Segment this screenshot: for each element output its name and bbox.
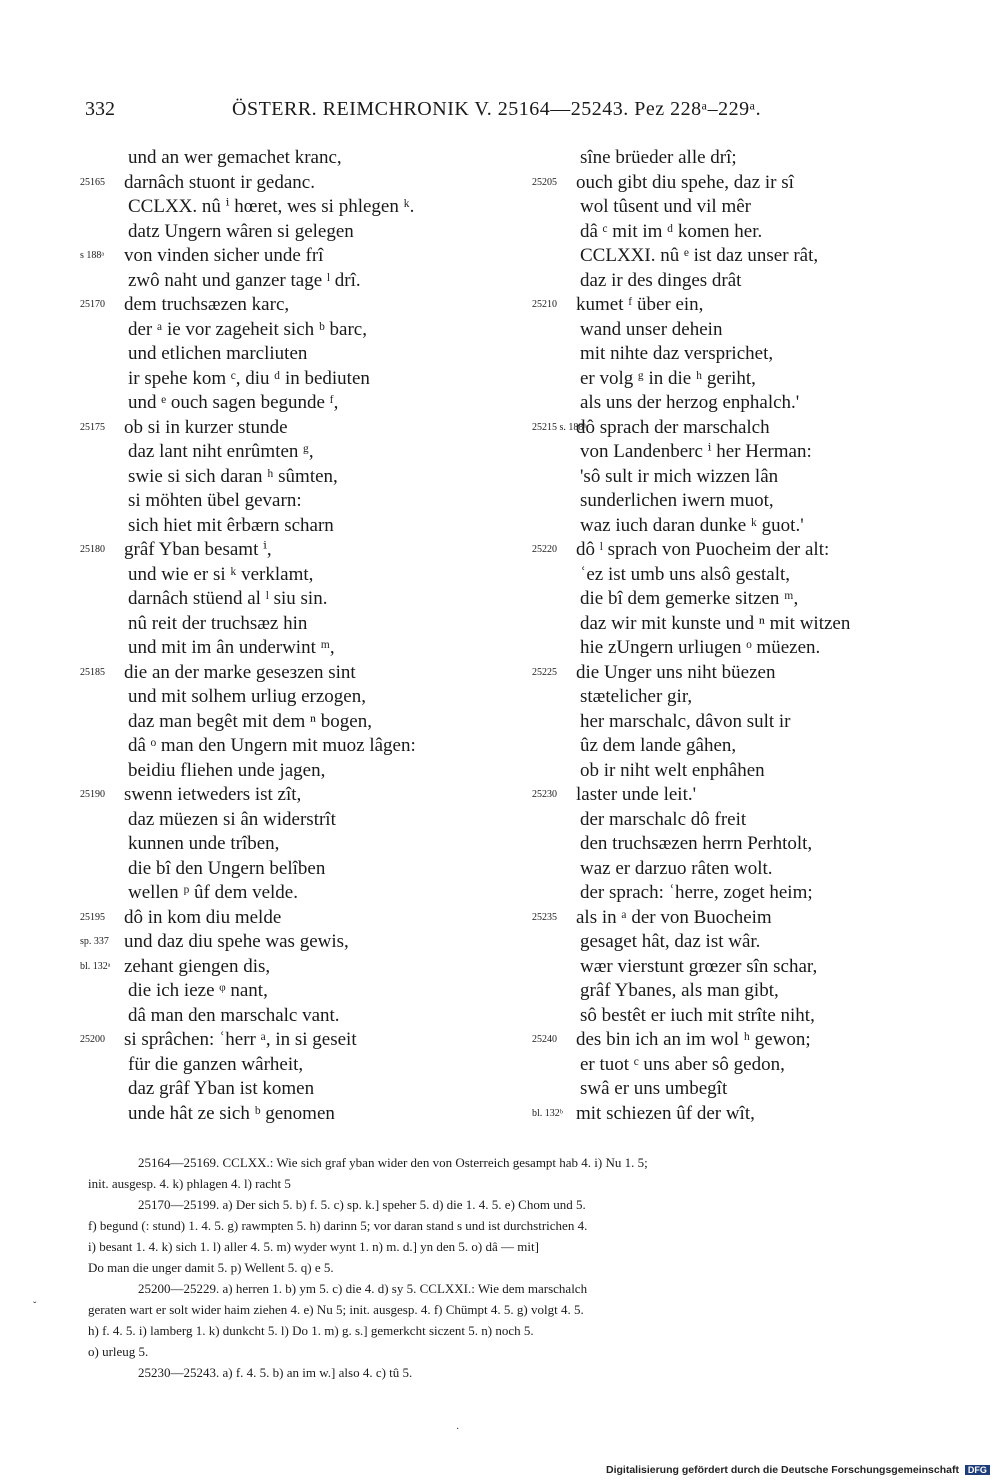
verse-line — [532, 465, 972, 490]
verse-text: daz lant niht enrûmten ᵍ, — [128, 441, 314, 462]
page-dot: · — [456, 1424, 460, 1435]
dfg-logo-badge: DFG — [965, 1465, 990, 1475]
verse-line — [532, 881, 972, 906]
verse-line — [532, 906, 972, 931]
verse-line — [532, 1004, 972, 1029]
verse-text: unde hât ze sich ᵇ genomen — [128, 1102, 335, 1124]
verse-number: 25235 — [532, 911, 557, 923]
verse-text: grâf Yban besamt ⁱ, — [124, 539, 272, 560]
verse-line — [80, 587, 510, 612]
footnote-line: 25200—25229. a) herren 1. b) ym 5. c) die 4. d) sy 5. CCLXXI.: Wie dem marschalch — [138, 1281, 588, 1296]
verse-text: ʿez ist umb uns alsô gestalt, — [580, 563, 791, 585]
footnote-line: geraten wart er solt wider haim ziehen 4. e) Nu 5; init. ausgesp. 4. f) Chümpt 4. 5. g) volgt 4. 5. — [88, 1302, 584, 1317]
verse-line — [532, 832, 972, 857]
verse-line — [532, 538, 972, 563]
page-number: 332 — [85, 98, 115, 120]
verse-text: und mit solhem urliug erzogen, — [128, 686, 366, 707]
verse-line — [80, 955, 510, 980]
verse-text: und mit im ân underwint ᵐ, — [128, 637, 335, 658]
verse-number: bl. 132ᵃ — [80, 960, 111, 972]
verse-text: und ᵉ ouch sagen begunde ᶠ, — [128, 392, 339, 413]
verse-line — [532, 391, 972, 416]
verse-text: dô in kom diu melde — [124, 906, 282, 928]
verse-line — [80, 465, 510, 490]
verse-text: zwô naht und ganzer tage ˡ drî. — [128, 269, 361, 291]
verse-line — [80, 563, 510, 588]
verse-text: CCLXX. nû ⁱ hœret, wes si phlegen ᵏ. — [128, 196, 415, 217]
verse-line — [80, 538, 510, 563]
verse-line — [532, 440, 972, 465]
verse-text: die ich ieze ᵠ nant, — [128, 980, 268, 1001]
verse-text: der marschalc dô freit — [580, 808, 747, 830]
verse-line — [80, 759, 510, 784]
verse-number: 25200 — [80, 1034, 105, 1045]
verse-text: ûz dem lande gâhen, — [580, 735, 737, 756]
verse-line — [80, 440, 510, 465]
verse-text: der sprach: ʿherre, zoget heim; — [580, 882, 813, 903]
verse-line — [532, 195, 972, 220]
verse-line — [80, 1028, 510, 1053]
verse-text: si sprâchen: ʿherr ᵃ, in si geseit — [124, 1029, 357, 1050]
verse-text: daz man begêt mit dem ⁿ bogen, — [128, 710, 372, 732]
verse-line — [532, 318, 972, 343]
verse-text: und daz diu spehe was gewis, — [124, 931, 349, 952]
verse-text: die an der marke geseзzen sint — [124, 661, 356, 683]
verse-line — [532, 1028, 972, 1053]
verse-number: 25180 — [80, 544, 105, 555]
verse-line — [532, 514, 972, 539]
critical-apparatus — [88, 1152, 958, 1383]
verse-text: nû reit der truchsæz hin — [128, 612, 308, 634]
verse-line — [532, 857, 972, 882]
verse-text: sô bestêt er iuch mit strîte niht, — [580, 1004, 815, 1026]
verse-text: die bî den Ungern belîben — [128, 857, 326, 879]
verse-text: dô ˡ sprach von Puocheim der alt: — [576, 539, 830, 560]
verse-text: dâ ᶜ mit im ᵈ komen her. — [580, 220, 763, 242]
verse-line — [532, 759, 972, 784]
verse-number: bl. 132ᵇ — [532, 1107, 563, 1119]
verse-line — [532, 734, 972, 759]
verse-line — [532, 587, 972, 612]
verse-text: kunnen unde trîben, — [128, 833, 280, 854]
verse-text: laster unde leit.' — [576, 784, 697, 805]
verse-line — [80, 685, 510, 710]
verse-text: daz ir des dinges drât — [580, 269, 742, 291]
verse-number: 25205 — [532, 176, 557, 188]
verse-line — [532, 661, 972, 686]
verse-text: ob si in kurzer stunde — [124, 416, 288, 438]
verse-text: zehant giengen dis, — [124, 955, 271, 977]
verse-line — [532, 979, 972, 1004]
verse-line — [80, 930, 510, 955]
verse-line — [80, 783, 510, 808]
footnote-line: 25170—25199. a) Der sich 5. b) f. 5. c) sp. k.] speher 5. d) die 1. 4. 5. e) Chom und 5. — [138, 1197, 586, 1212]
verse-line — [80, 146, 510, 171]
verse-text: stætelicher gir, — [580, 686, 693, 707]
verse-text: si möhten übel gevarn: — [128, 490, 302, 511]
footnote-line: f) begund (: stund) 1. 4. 5. g) rawmpten 5. h) darinn 5; vor daran stand s und ist durchstrichen 4. — [88, 1218, 588, 1233]
verse-line — [80, 857, 510, 882]
verse-text: von Landenberc ⁱ her Herman: — [580, 441, 812, 462]
verse-text: grâf Ybanes, als man gibt, — [580, 980, 779, 1001]
verse-text: wol tûsent und vil mêr — [580, 196, 751, 217]
verse-number: s 188ᵃ — [80, 250, 105, 261]
verse-text: wær vierstunt grœzer sîn schar, — [580, 955, 818, 977]
verse-text: von vinden sicher unde frî — [124, 245, 324, 266]
verse-line — [532, 1053, 972, 1078]
footnote-line: h) f. 4. 5. i) lamberg 1. k) dunkcht 5. l) Do 1. m) g. s.] gemerkcht siczent 5. n) noch 5. — [88, 1323, 534, 1338]
verse-text: ob ir niht welt enphâhen — [580, 759, 765, 781]
verse-line — [532, 636, 972, 661]
verse-text: wellen ᵖ ûf dem velde. — [128, 882, 298, 903]
verse-line — [80, 195, 510, 220]
verse-line — [532, 685, 972, 710]
verse-text: mit schiezen ûf der wît, — [576, 1102, 755, 1124]
verse-number: 25190 — [80, 789, 105, 800]
verse-line — [80, 1077, 510, 1102]
verse-line — [532, 710, 972, 735]
footnote-line: init. ausgesp. 4. k) phlagen 4. l) racht 5 — [88, 1176, 291, 1191]
verse-text: gesaget hât, daz ist wâr. — [580, 931, 761, 952]
verse-line — [532, 342, 972, 367]
verse-line — [532, 612, 972, 637]
verse-line — [532, 416, 972, 441]
verse-line — [532, 244, 972, 269]
verse-text: den truchsæzen herrn Perhtolt, — [580, 833, 813, 854]
page-header — [85, 98, 965, 128]
verse-text: kumet ᶠ über ein, — [576, 294, 704, 315]
verse-line — [80, 318, 510, 343]
verse-text: datz Ungern wâren si gelegen — [128, 220, 354, 242]
verse-text: dâ man den marschalc vant. — [128, 1004, 340, 1026]
verse-text: er volg ᵍ in die ʰ geriht, — [580, 367, 756, 389]
footnote-line: Do man die unger damit 5. p) Wellent 5. q) e 5. — [88, 1260, 334, 1275]
verse-line — [80, 661, 510, 686]
footnote-line: o) urleug 5. — [88, 1344, 149, 1359]
verse-line — [80, 832, 510, 857]
verse-line — [532, 220, 972, 245]
verse-number: 25240 — [532, 1034, 557, 1045]
verse-line — [532, 1077, 972, 1102]
credit-text: Digitalisierung gefördert durch die Deutsche Forschungsgemeinschaft — [606, 1464, 959, 1476]
verse-line — [80, 489, 510, 514]
verse-line — [80, 808, 510, 833]
verse-line — [80, 1004, 510, 1029]
verse-line — [532, 293, 972, 318]
footnote-line: i) besant 1. 4. k) sich 1. l) aller 4. 5. m) wyder wynt 1. n) m. d.] yn den 5. o) dâ — mit] — [88, 1239, 539, 1254]
verse-text: mit nihte daz versprichet, — [580, 343, 774, 364]
verse-text: daz grâf Yban ist komen — [128, 1078, 315, 1099]
verse-text: sunderlichen iwern muot, — [580, 490, 774, 511]
verse-text: ouch gibt diu spehe, daz ir sî — [576, 171, 794, 193]
verse-line — [80, 979, 510, 1004]
verse-text: waz er darzuo râten wolt. — [580, 857, 773, 879]
verse-line — [532, 808, 972, 833]
verse-line — [532, 146, 972, 171]
verse-line — [80, 293, 510, 318]
verse-text: wand unser dehein — [580, 318, 723, 340]
verse-text: dô sprach der marschalch — [576, 416, 770, 438]
verse-number: 25195 — [80, 911, 105, 923]
verse-text: dâ ᵒ man den Ungern mit muoz lâgen: — [128, 735, 416, 756]
verse-line — [80, 391, 510, 416]
verse-line — [80, 710, 510, 735]
verse-line — [80, 244, 510, 269]
verse-text: her marschalc, dâvon sult ir — [580, 710, 791, 732]
verse-text: für die ganzen wârheit, — [128, 1053, 304, 1075]
verse-text: sîne brüeder alle drî; — [580, 147, 737, 168]
verse-text: die Unger uns niht büezen — [576, 661, 776, 683]
margin-mark: ˇ — [33, 1301, 37, 1312]
verse-text: beidiu fliehen unde jagen, — [128, 759, 326, 781]
verse-text: als in ᵃ der von Buocheim — [576, 906, 772, 928]
verse-line — [80, 1053, 510, 1078]
verse-line — [80, 612, 510, 637]
verse-text: darnâch stuont ir gedanc. — [124, 171, 315, 193]
verse-line — [80, 416, 510, 441]
verse-number: sp. 337 — [80, 936, 109, 947]
left-verse-column — [80, 146, 510, 1126]
verse-line — [532, 1102, 972, 1127]
verse-line — [80, 734, 510, 759]
footnote-line: 25230—25243. a) f. 4. 5. b) an im w.] also 4. c) tû 5. — [138, 1365, 413, 1380]
verse-text: ir spehe kom ᶜ, diu ᵈ in bediuten — [128, 367, 370, 389]
right-verse-column — [532, 146, 972, 1126]
verse-text: der ᵃ ie vor zageheit sich ᵇ barc, — [128, 318, 367, 340]
verse-line — [80, 171, 510, 196]
digitization-credit — [606, 1464, 990, 1476]
verse-line — [80, 220, 510, 245]
verse-text: 'sô sult ir mich wizzen lân — [580, 465, 779, 487]
verse-line — [532, 171, 972, 196]
verse-number: 25170 — [80, 299, 105, 310]
verse-text: swenn ietweders ist zît, — [124, 784, 302, 805]
verse-text: daz müezen si ân widerstrît — [128, 808, 336, 830]
verse-number: 25215 s. 188ᵇ — [532, 421, 587, 433]
verse-number: 25210 — [532, 299, 557, 310]
verse-text: und an wer gemachet kranc, — [128, 147, 342, 168]
verse-line — [80, 514, 510, 539]
verse-number: 25185 — [80, 666, 105, 678]
footnote-line: 25164—25169. CCLXX.: Wie sich graf yban wider den von Osterreich gesampt hab 4. i) Nu 1. 5; — [138, 1155, 648, 1170]
verse-number: 25225 — [532, 666, 557, 678]
verse-line — [80, 367, 510, 392]
verse-line — [532, 783, 972, 808]
verse-number: 25220 — [532, 544, 557, 555]
verse-line — [80, 906, 510, 931]
verse-line — [532, 367, 972, 392]
verse-text: und etlichen marcliuten — [128, 343, 308, 364]
verse-text: des bin ich an im wol ʰ gewon; — [576, 1029, 811, 1050]
verse-line — [532, 269, 972, 294]
verse-text: dem truchsæzen karc, — [124, 294, 290, 315]
verse-text: sich hiet mit êrbærn scharn — [128, 514, 334, 536]
verse-text: er tuot ᶜ uns aber sô gedon, — [580, 1053, 785, 1075]
verse-line — [532, 489, 972, 514]
verse-line — [80, 1102, 510, 1127]
verse-text: swie si sich daran ʰ sûmten, — [128, 465, 338, 487]
verse-number: 25230 — [532, 789, 557, 800]
verse-text: darnâch stüend al ˡ siu sin. — [128, 588, 328, 609]
verse-line — [532, 563, 972, 588]
verse-line — [80, 881, 510, 906]
verse-line — [532, 930, 972, 955]
verse-line — [80, 636, 510, 661]
running-title: ÖSTERR. REIMCHRONIK V. 25164—25243. Pez 228ᵃ–229ᵃ. — [232, 98, 762, 120]
verse-text: waz iuch daran dunke ᵏ guot.' — [580, 514, 804, 536]
verse-text: die bî dem gemerke sitzen ᵐ, — [580, 588, 799, 609]
verse-text: und wie er si ᵏ verklamt, — [128, 563, 314, 585]
verse-number: 25165 — [80, 176, 105, 188]
verse-number: 25175 — [80, 421, 105, 433]
verse-text: swâ er uns umbegît — [580, 1078, 728, 1099]
verse-text: daz wir mit kunste und ⁿ mit witzen — [580, 612, 851, 634]
verse-text: hie zUngern urliugen ᵒ müezen. — [580, 637, 821, 658]
verse-line — [532, 955, 972, 980]
verse-line — [80, 342, 510, 367]
verse-text: als uns der herzog enphalch.' — [580, 392, 800, 413]
verse-line — [80, 269, 510, 294]
verse-text: CCLXXI. nû ᵉ ist daz unser rât, — [580, 245, 819, 266]
